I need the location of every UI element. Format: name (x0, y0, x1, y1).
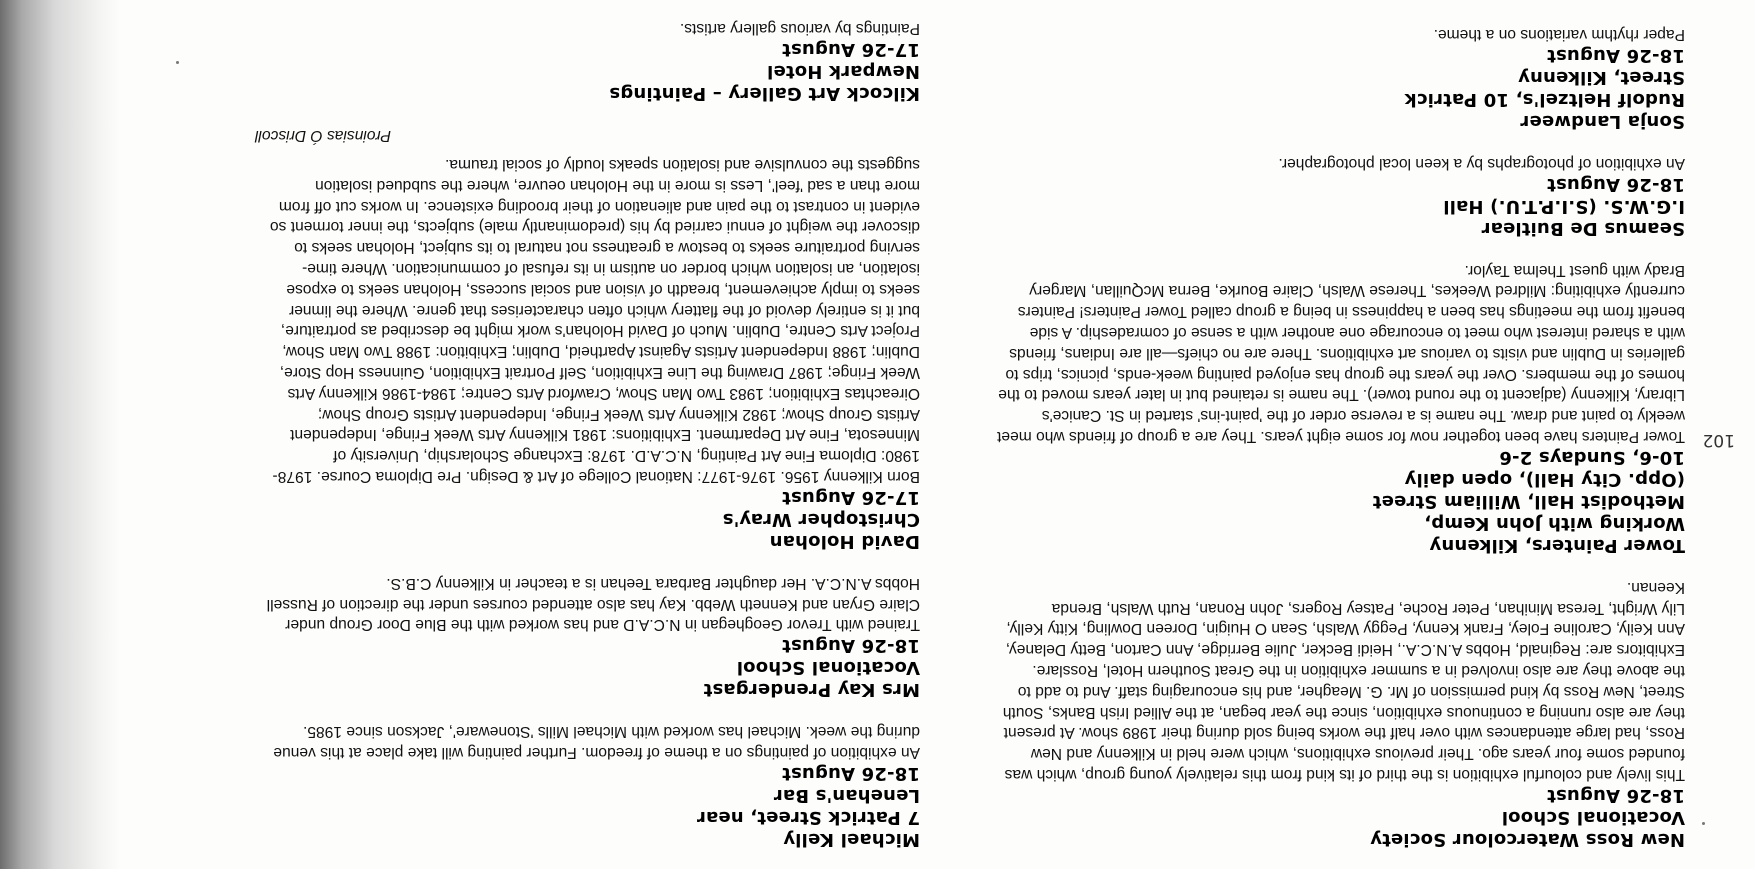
exhibition-entry (255, 572, 920, 700)
entry-byline: Proinsias Ó Driscoll (255, 127, 392, 145)
exhibition-entry (993, 23, 1685, 132)
entry-text: Tower Painters have been together now for some eight years. They are a group of friends who meet weekly to paint and draw. The name is a reverse order of the 'paint-ins' started in St. Canice's Library, Kilkenny (adjacent to the round tower). The name is retained but in later years moved to the homes of the members. Over the years the group has enjoyed painting week-ends, picnics, trips to galleries in Dublin and visits to various art exhibitions. There are no chiefs—all are Indians, friends with a shared interest who meet to encourage one another with a sense of comradeship. A side benefit from the meetings has been a happiness in being a group called Tower Painters! Painters currently exhibiting: Mildred Weekes, Therese Walsh, Claire Bourke, Berna McQuillan, Margery Brady with guest Thelma Taylor. (997, 261, 1685, 446)
entry-title: Seamus De Buitlear I.G.W.S. (S.I.P.T.U.) Hall 18-26 August (1443, 173, 1685, 239)
entry-title: Mrs Kay Prendergast Vocational School 18-26 August (703, 635, 920, 701)
page-number: 102 (1702, 430, 1735, 450)
entry-title: David Holohan Christopher Wray's 17-26 August (722, 487, 920, 553)
entry-title: Michael Kelly 7 Patrick Street, near Lenehan's Bar 18-26 August (696, 763, 920, 850)
right-page-column (255, 20, 920, 850)
exhibition-entry (993, 152, 1685, 239)
entry-text: Trained with Trevor Geoghegan in N.C.A.D and has worked with the Blue Door Group under Claire Gryan and Kenneth Webb. Kay has also attended courses under the direction of Russell Hobbs A.N.C.A. Her daughter Barbara Teehan is a teacher in Kilkenny C.B.S. (266, 574, 920, 634)
scan-speck (176, 61, 179, 64)
exhibition-entry (255, 18, 920, 105)
entry-title: New Ross Watercolour Society Vocational School 18-26 August (1370, 785, 1685, 850)
entry-text: Paper rhythm variations on a theme. (1433, 26, 1685, 44)
exhibition-entry (993, 576, 1685, 850)
entry-text: An exhibition of paintings on a theme of freedom. Further painting will take place at this venue during the week. Michael has worked with Michael Mills 'Stoneware', Jackson since 1985. (273, 723, 920, 761)
exhibition-entry (255, 124, 920, 552)
entry-text: Born Kilkenny 1956. 1976-1977: National College of Art & Design. Pre Diploma Course. 1978-1980: Diploma Fine Art Painting, N.C.A.D. 1978: Exchange Scholarship, University of Minnesota, Fine Art Department. Exhibitions: 1981 Kilkenny Arts Week Fringe, Independent Artists Group Show; 1982 Kilkenny Arts Week Fringe, Independent Artists Group Show; Oireachtas Exhibition; 1983 Two Man Show, Crawford Arts Centre; 1984-1986 Kilkenny Arts Week Fringe; 1987 Drawing the Line Exhibition, Self Portrait Exhibition, Guinness Hop Store, Dublin; 1988 Independent Artists Against Apartheid, Dublin; Exhibition: 1988 Two Man Show, Project Arts Centre, Dublin. Much of David Holohan's work might be described as portraiture, but it is entirely devoid of the flattery which often characterises that genre. Where the limner seeks to imply achievement, breadth of vision and social success, Holohan seeks to expose isolation, an isolation which border on autism in its refusal of communication. Where time-serving portraiture seeks to bestow a greatness not natural to its subject, Holohan seeks to discover the weight of ennui carried by his (predominantly male) subjects, the inner torment so evident in contrast to the pain and alienation of their brooding existence. In works cut off from more than a sad 'feel', Less is more in the Holohan oeuvre, where the subdued isolation suggests the convulsive and isolation speaks loudly of social trauma. (269, 156, 920, 486)
exhibition-entry (255, 720, 920, 850)
exhibition-entry (993, 259, 1685, 556)
entry-title: Kilcock Art Gallery – Paintings Newpark Hotel 17-26 August (609, 39, 920, 105)
entry-text: This lively and colourful exhibition is the third of its kind from this relatively young group, which was founded some four years ago. Their previous exhibitions, which were held in Kilkenny and New Ross, had large attendances with over half the works being sold during their 1989 show. At present they are also running a continuous exhibition, since the year began, at the Allied Irish Banks, South Street, New Ross by kind permission of Mr. G. Meagher, and his encouraging staff. And to add to the above they are also involved in a summer exhibition in the Great Southern Hotel, Rosslare. Exhibitors are: Reginald, Hobbs A.N.C.A., Heidi Becker, Julie Berridge, Ann Carton, Betty Delaney, Ann Keily, Caroline Foley, Frank Kenny, Peggy Walsh, Sean O Huigin, Doreen Dowling, Kitty Kelly, Lily Wright, Teresa Minihan, Peter Roche, Patsey Rogers, John Ronan, Ruth Walsh, Brenda Keenan. (1002, 578, 1685, 783)
entry-title: Sonja Landweer Rudolf Heltzel's, 10 Patrick Street, Kilkenny 18-26 August (1404, 45, 1685, 133)
left-page-column (993, 26, 1685, 850)
entry-text: An exhibition of photographs by a keen local photographer. (1278, 154, 1685, 172)
entry-text: Paintings by various gallery artists. (679, 20, 920, 38)
scan-speck (1702, 822, 1705, 825)
entry-title: Tower Painters, Kilkenny Working with John Kemp, Methodist Hall, William Street (Opp. City Hall), open daily 10-6, Sundays 2-6 (1372, 447, 1685, 557)
